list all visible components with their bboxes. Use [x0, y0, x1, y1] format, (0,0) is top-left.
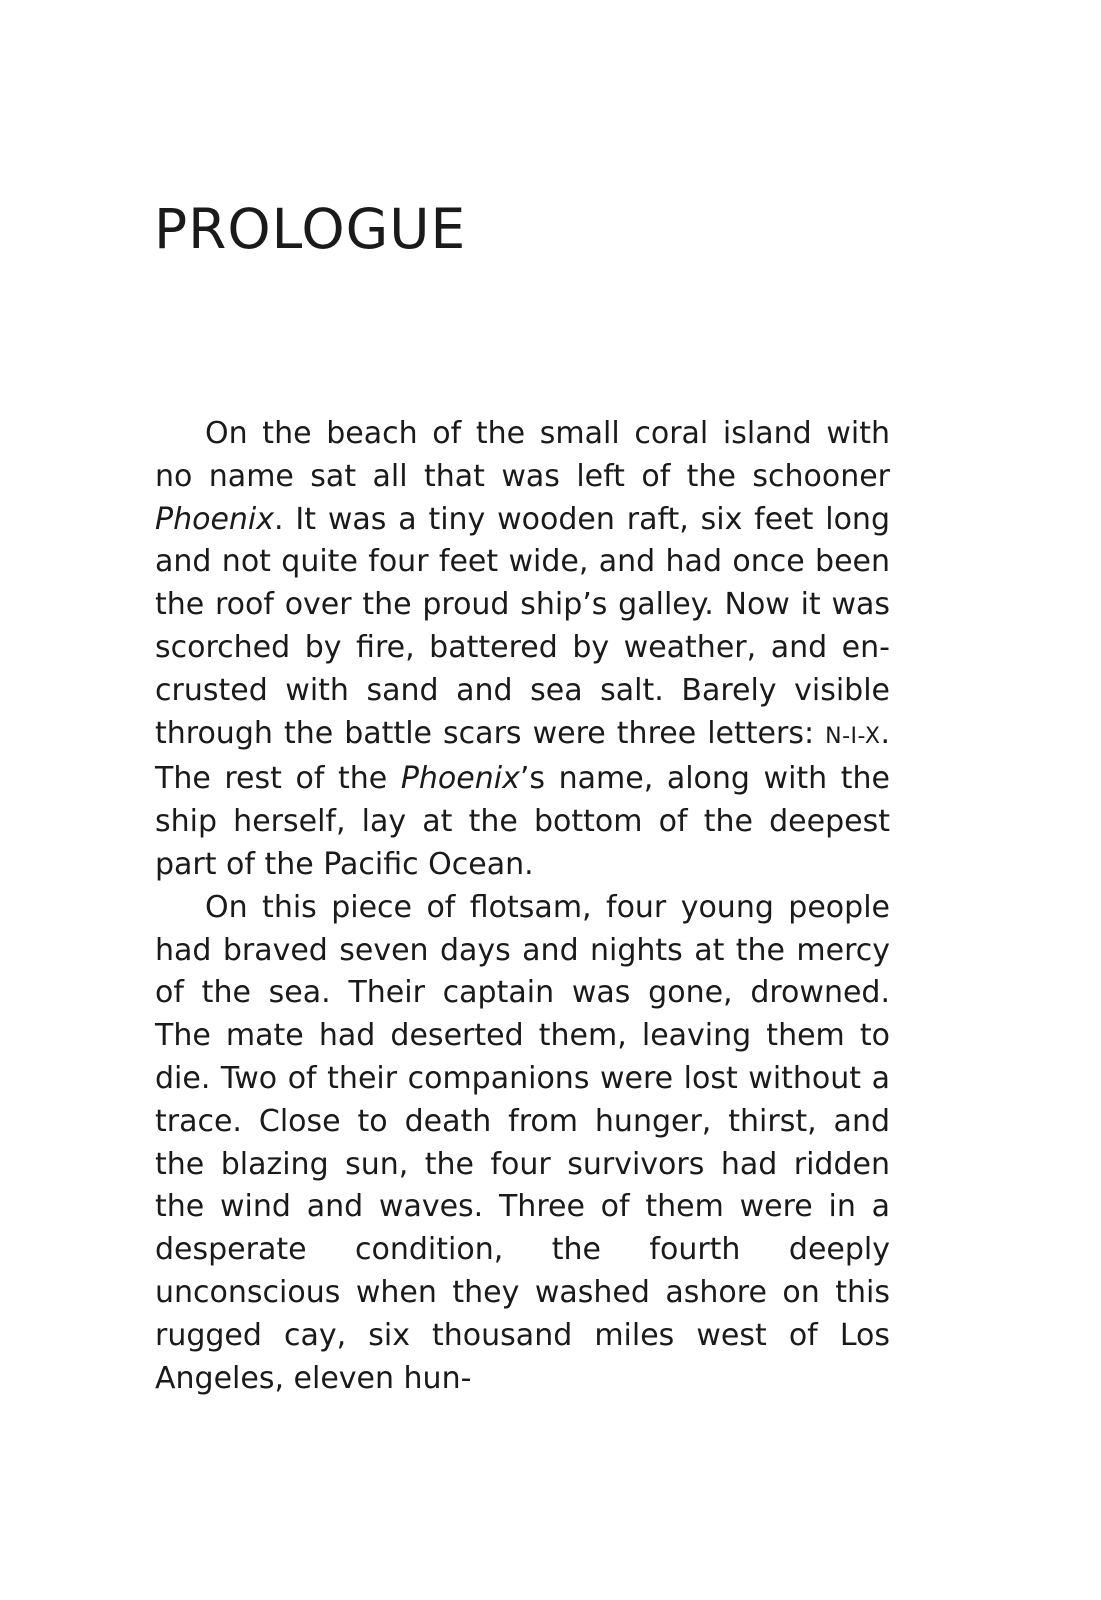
paragraph-2 — [155, 887, 890, 1401]
paragraph-1 — [155, 413, 890, 887]
text-run: . The rest of the — [155, 715, 890, 797]
text-run: On the beach of the small coral island with no name sat all that was left of the schooner — [155, 416, 890, 494]
ship-name-italic: Phoenix — [155, 501, 275, 537]
text-run: . It was a tiny wooden raft, six feet long and not quite four feet wide, and had once been the roof over the proud ship’s galley. Now it was scorched by fire, battered by weather, and encrusted with sand and sea salt. Barely visible through the battle scars were three letters: — [155, 501, 890, 751]
body-text — [155, 413, 890, 1400]
text-run: ’s name, along with the ship herself, lay at the bottom of the deepest part of the Pacific Ocean. — [155, 761, 890, 882]
text-run: On this piece of flotsam, four young people had braved seven days and nights at the mercy of the sea. Their captain was gone, drowned. The mate had deserted them, leaving them to die. Two of their companions were lost without a trace. Close to death from hunger, thirst, and the blazing sun, the four survivors had ridden the wind and waves. Three of them were in a desperate condition, the fourth deeply unconscious when they washed ashore on this rugged cay, six thousand miles west of Los Angeles, eleven hun- — [155, 889, 890, 1396]
chapter-title: PROLOGUE — [154, 197, 467, 261]
ship-name-italic: Phoenix — [400, 761, 520, 797]
letters-small-caps: N-I-X — [825, 723, 881, 749]
